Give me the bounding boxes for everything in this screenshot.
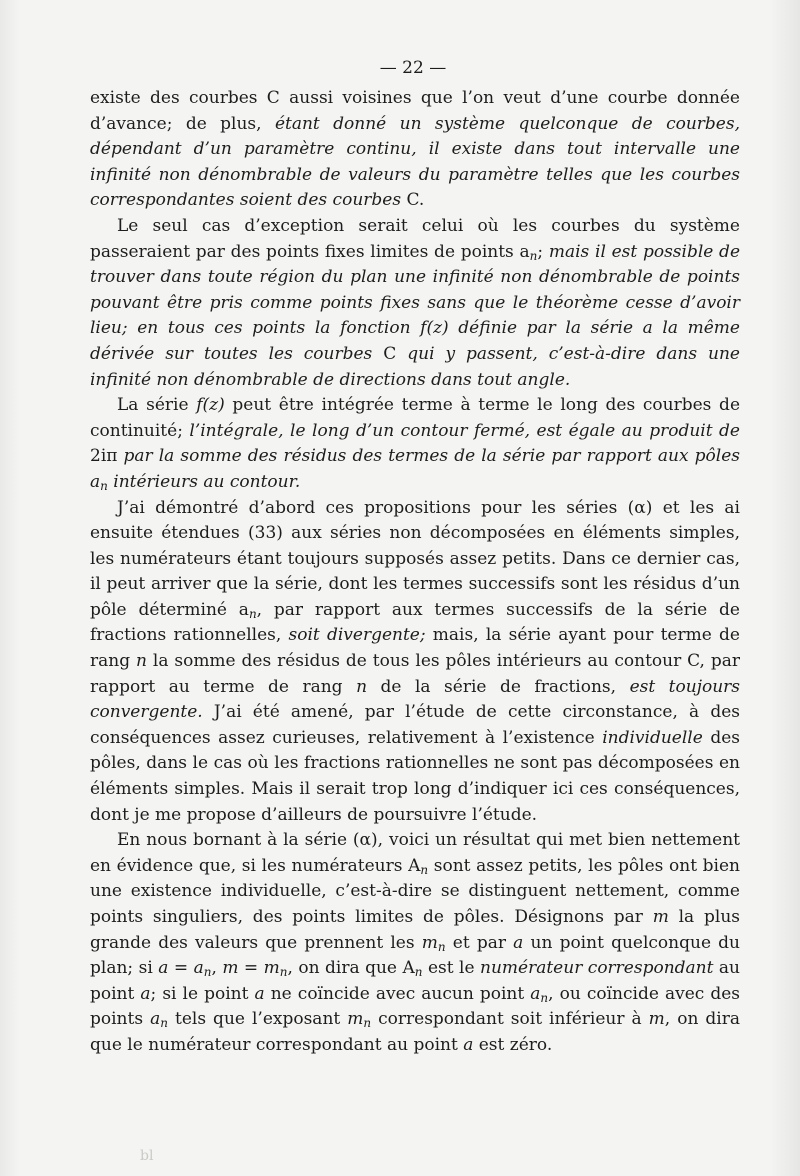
text-run: de la série de fractions, xyxy=(367,676,630,697)
text-run: des pôles, dans le cas où les fractions rationnelles ne sont pas décomposées en éléments simples. Mais il serait trop long d’indiquer ici ces conséquences, dont je me propose d’ailleurs de poursuivre l’étude. xyxy=(90,727,740,825)
italic-text: soit divergente; xyxy=(288,625,426,646)
text-run: La série xyxy=(117,395,197,416)
text-run: est zéro. xyxy=(473,1034,553,1055)
text-run: sont assez petits, les pôles ont bien une existence individuelle, c’est-à-dire se distinguent nettement, comme points singuliers, des points limites de pôles. Désignons par xyxy=(90,855,740,927)
text-run: mais, la série ayant pour terme de rang xyxy=(90,625,740,672)
paragraph xyxy=(90,86,740,214)
subscript-index: n xyxy=(420,862,429,877)
text-run: J’ai démontré d’abord ces propositions pour les séries (α) et les ai ensuite étendues (33) aux séries non décomposées en éléments simples, les numérateurs étant toujours supposés assez petits. Dans ce dernier cas, il peut arriver que la série, dont les termes successifs sont les résidus d’un pôle déterminé a xyxy=(90,497,740,620)
page-number: — 22 — xyxy=(379,58,447,78)
italic-text: a xyxy=(140,983,151,1004)
subscript-index: n xyxy=(414,965,423,980)
italic-text: n xyxy=(136,651,147,672)
italic-text: a xyxy=(254,983,265,1004)
show-through-text: bl xyxy=(140,1148,154,1164)
text-run: C xyxy=(383,343,408,364)
text-run: , xyxy=(211,958,223,979)
subscript-index: n xyxy=(160,1016,168,1031)
subscript-index: n xyxy=(437,939,446,954)
italic-text: a xyxy=(513,932,524,953)
subscript-index: n xyxy=(203,965,212,980)
italic-text: intérieurs au contour. xyxy=(107,471,301,492)
italic-text: a = a xyxy=(158,958,204,979)
subscript-index: n xyxy=(540,990,549,1005)
text-run: et par xyxy=(445,932,514,953)
paragraph xyxy=(90,393,740,495)
paragraph xyxy=(90,496,740,829)
text-run: ne coïncide avec aucun point xyxy=(264,983,531,1004)
text-run: Le seul cas d’exception serait celui où les courbes du système passeraient par des points fixes limites de points a xyxy=(90,215,740,262)
text-run: ; xyxy=(537,241,549,262)
italic-text: f(z) xyxy=(196,395,225,416)
text-run: tels que l’exposant xyxy=(167,1009,348,1030)
italic-text: a xyxy=(530,983,541,1004)
text-run: ; si le point xyxy=(150,983,255,1004)
italic-text: m xyxy=(347,1009,364,1030)
italic-text: numérateur correspondant xyxy=(480,958,714,979)
text-run: existe des courbes C aussi voisines que l’on veut d’une courbe donnée d’avance; de plus, xyxy=(90,88,740,134)
italic-text: mais il est possible de trouver dans toute région du plan une infinité non dénombrable de points pouvant être pris comme points fixes sans que le théorème cesse d’avoir lieu; en tous ces points la fonction f(z) définie par la série a la même dérivée sur toutes les courbes xyxy=(90,241,740,364)
text-run: C. xyxy=(401,190,425,211)
paragraph xyxy=(90,828,740,1058)
text-run: J’ai été amené, par l’étude de cette circonstance, à des conséquences assez curieuses, relativement à l’existence xyxy=(90,702,740,748)
text-run: En nous bornant à la série (α), voici un résultat qui met bien nettement en évidence que, si les numérateurs A xyxy=(90,830,740,876)
italic-text: individuelle xyxy=(602,727,703,748)
text-run: , ou coïncide avec des points xyxy=(90,983,741,1030)
text-run: , on dira que A xyxy=(287,958,415,979)
text-run: est le xyxy=(422,958,481,979)
text-run: au point xyxy=(90,958,741,1004)
subscript-index: n xyxy=(529,248,538,263)
text-run: , on dira que le numérateur correspondant au point xyxy=(90,1009,741,1055)
italic-text: par la somme des résidus des termes de la série par rapport aux pôles a xyxy=(90,446,740,492)
text-run: , par rapport aux termes successifs de la série de fractions rationnelles, xyxy=(90,599,740,646)
italic-text: étant donné un système quelconque de courbes, dépendant d’un paramètre continu, il existe dans tout intervalle une infinité non dénombrable de valeurs du paramètre telles que les courbes correspondantes soient des courbes xyxy=(90,113,740,211)
italic-text: qui y passent, c’est-à-dire dans une infinité non dénombrable de directions dans tout angle. xyxy=(90,343,740,390)
paragraph xyxy=(90,214,740,393)
text-run: peut être intégrée terme à terme le long des courbes de continuité; xyxy=(90,395,740,441)
text-run: correspondant soit inférieur à xyxy=(371,1009,649,1030)
italic-text: m xyxy=(421,932,438,953)
body-text xyxy=(90,86,740,1059)
italic-text: a xyxy=(150,1009,161,1030)
italic-text: m xyxy=(648,1009,665,1030)
text-run: la somme des résidus de tous les pôles intérieurs au contour C, par rapport au terme de rang xyxy=(90,651,741,697)
subscript-index: n xyxy=(248,606,257,621)
text-run: la plus grande des valeurs que prennent les xyxy=(90,907,740,953)
italic-text: m = m xyxy=(222,958,280,979)
italic-text: m xyxy=(652,907,669,927)
italic-text: est toujours convergente. xyxy=(90,676,741,723)
italic-text: l’intégrale, le long d’un contour fermé, est égale au produit de xyxy=(189,420,740,441)
text-run: un point quelconque du plan; si xyxy=(90,932,741,979)
italic-text: a xyxy=(463,1034,474,1055)
subscript-index: n xyxy=(363,1016,372,1031)
text-run: 2iπ xyxy=(90,446,118,467)
subscript-index: n xyxy=(100,478,108,493)
subscript-index: n xyxy=(279,965,288,980)
italic-text: n xyxy=(356,676,368,697)
